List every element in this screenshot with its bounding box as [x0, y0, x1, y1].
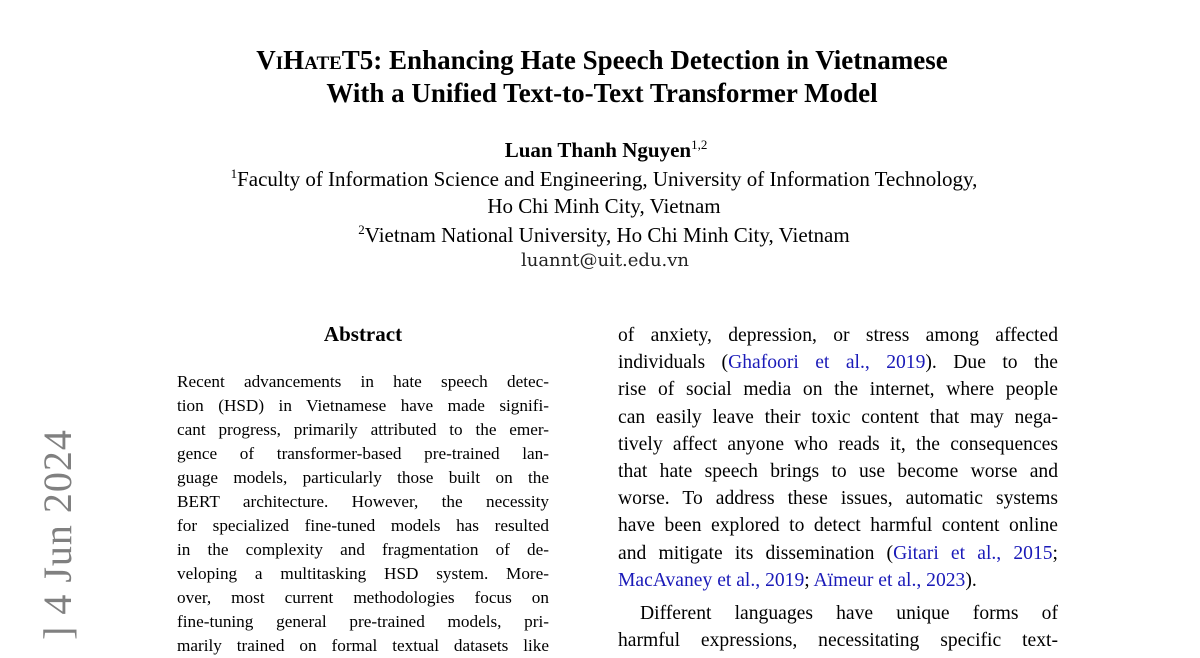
citation-link[interactable]: MacAvaney et al., 2019: [618, 569, 805, 591]
body-text: ). Due to the: [925, 352, 1058, 374]
affiliation-1-sup: 1: [230, 166, 238, 181]
affiliation-2: [0, 222, 1200, 248]
body-line: that hate speech brings to use become worse and: [618, 460, 1058, 482]
body-line: [618, 349, 1058, 376]
body-text: ;: [804, 569, 814, 591]
abstract-line: guage models, particularly those built on the: [177, 468, 549, 487]
body-text: individuals (: [618, 352, 729, 374]
abstract-line: veloping a multitasking HSD system. More-: [177, 564, 549, 583]
body-line: rise of social media on the internet, where people: [618, 379, 1058, 401]
author-name: Luan Thanh Nguyen: [504, 138, 692, 162]
author: [0, 137, 1200, 163]
body-line: can easily leave their toxic content that may nega-: [618, 406, 1058, 428]
abstract-line: fine-tuning general pre-trained models, pri-: [177, 612, 549, 631]
abstract-heading: Abstract: [323, 322, 403, 346]
abstract-line: over, most current methodologies focus on: [177, 588, 549, 607]
body-line: harmful expressions, necessitating specific text-: [618, 630, 1058, 652]
abstract-line: tion (HSD) in Vietnamese have made signifi-: [177, 396, 549, 415]
affiliation-1-city-text: Ho Chi Minh City, Vietnam: [487, 194, 721, 218]
citation-link[interactable]: Aïmeur et al., 2023: [813, 569, 966, 591]
citation-link[interactable]: Ghafoori et al., 2019: [728, 352, 926, 374]
affiliation-1-city: [0, 194, 1200, 219]
abstract-line: cant progress, primarily attributed to the emer-: [177, 420, 549, 439]
affiliation-1: [0, 166, 1200, 192]
body-text: and mitigate its dissemination (: [618, 542, 894, 564]
abstract-line: marily trained on formal textual datasets like: [177, 636, 549, 655]
body-text: ).: [965, 569, 977, 591]
body-text: ;: [1052, 542, 1058, 564]
body-line: [618, 567, 1058, 594]
paragraph-2: [618, 600, 1058, 654]
title-line-1-rest: : Enhancing Hate Speech Detection in Vietnamese: [373, 45, 948, 75]
citation-link[interactable]: Gitari et al., 2015: [893, 542, 1053, 564]
affiliation-2-text: Vietnam National University, Ho Chi Minh City, Vietnam: [364, 223, 850, 247]
affiliation-2-sup: 2: [358, 222, 365, 237]
abstract-body: [177, 370, 549, 658]
author-sup: 1,2: [691, 137, 708, 152]
abstract-line: Recent advancements in hate speech detec-: [177, 372, 549, 391]
body-line: tively affect anyone who reads it, the consequences: [618, 433, 1058, 455]
abstract-line: for specialized fine-tuned models has resulted: [177, 516, 549, 535]
title-line-2: With a Unified Text-to-Text Transformer Model: [326, 78, 878, 108]
abstract-line: BERT architecture. However, the necessity: [177, 492, 549, 511]
body-line: [618, 540, 1058, 567]
affiliation-1-text: Faculty of Information Science and Engineering, University of Information Technology,: [237, 167, 978, 191]
body-line: of anxiety, depression, or stress among affected: [618, 325, 1058, 346]
paper-title: [0, 44, 1200, 110]
abstract-line: gence of transformer-based pre-trained lan-: [177, 444, 549, 463]
body-line: have been explored to detect harmful content online: [618, 515, 1058, 537]
title-line-1: [0, 44, 1200, 77]
arxiv-date-stamp: ] 4 Jun 2024: [35, 429, 80, 640]
body-line: worse. To address these issues, automatic systems: [618, 488, 1058, 510]
model-name: ViHateT5: [256, 45, 374, 75]
abstract-line: in the complexity and fragmentation of de-: [177, 540, 549, 559]
author-email[interactable]: luannt@uit.edu.vn: [520, 250, 690, 271]
body-line: Different languages have unique forms of: [640, 602, 1058, 624]
body-right-column: [618, 322, 1058, 654]
